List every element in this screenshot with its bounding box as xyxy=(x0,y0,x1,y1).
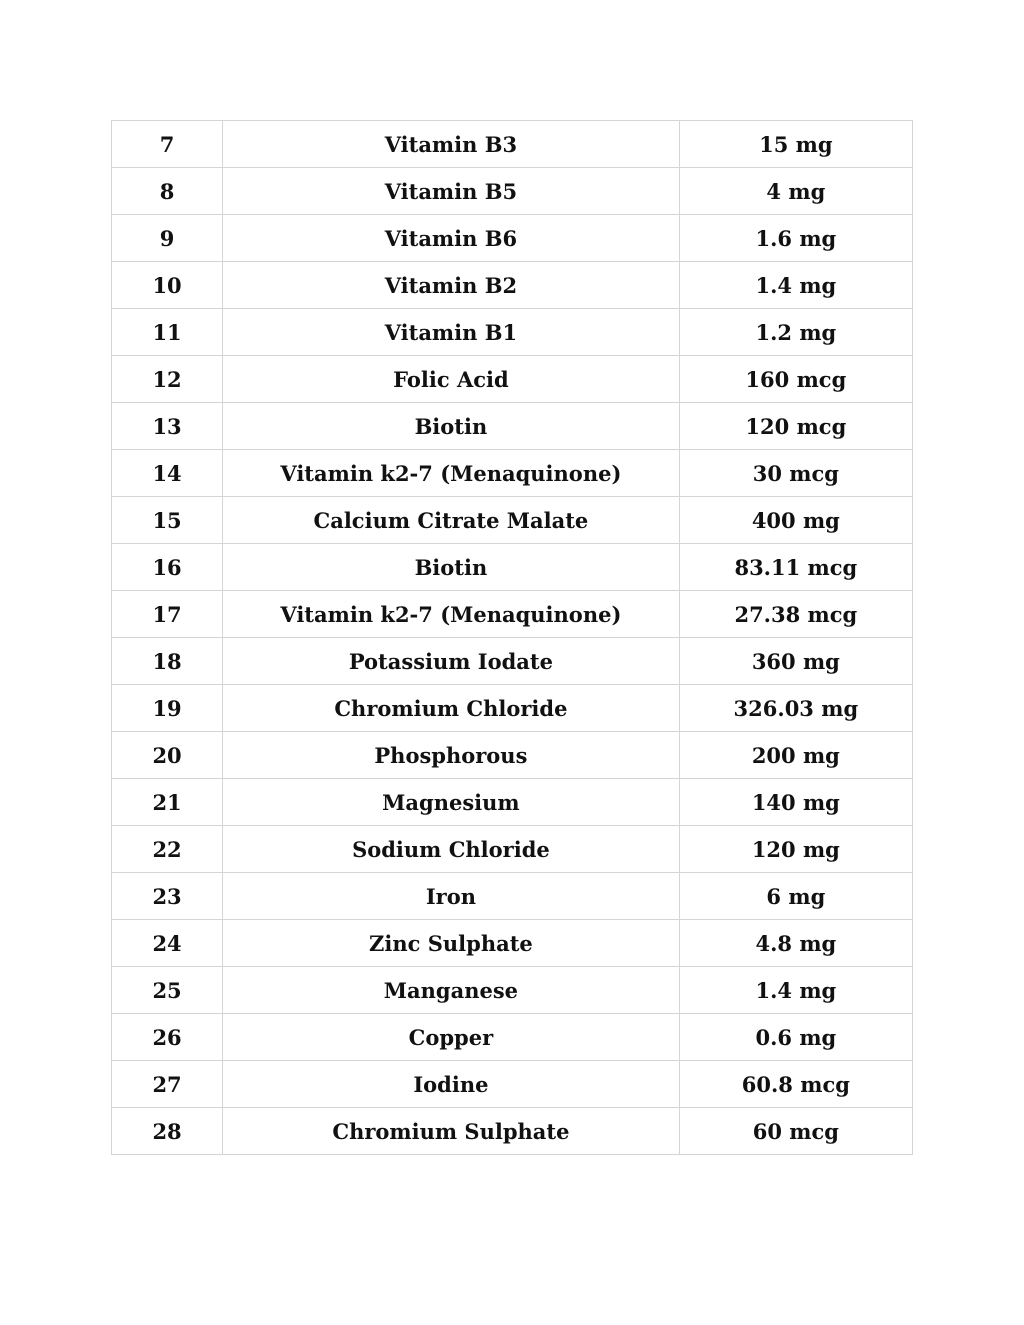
nutrient-amount-cell: 6 mg xyxy=(679,873,912,920)
row-number-cell: 24 xyxy=(112,920,223,967)
row-number-cell: 13 xyxy=(112,403,223,450)
table-row xyxy=(112,1108,913,1155)
nutrient-amount-cell: 1.6 mg xyxy=(679,215,912,262)
nutrient-name-cell: Chromium Sulphate xyxy=(223,1108,680,1155)
nutrient-amount-cell: 160 mcg xyxy=(679,356,912,403)
table-row xyxy=(112,1014,913,1061)
nutrient-name-cell: Biotin xyxy=(223,544,680,591)
nutrient-amount-cell: 400 mg xyxy=(679,497,912,544)
nutrient-amount-cell: 1.4 mg xyxy=(679,262,912,309)
nutrient-amount-cell: 30 mcg xyxy=(679,450,912,497)
nutrient-name-cell: Magnesium xyxy=(223,779,680,826)
row-number-cell: 20 xyxy=(112,732,223,779)
nutrient-name-cell: Vitamin k2-7 (Menaquinone) xyxy=(223,450,680,497)
row-number-cell: 21 xyxy=(112,779,223,826)
row-number-cell: 17 xyxy=(112,591,223,638)
row-number-cell: 8 xyxy=(112,168,223,215)
table-row xyxy=(112,215,913,262)
nutrient-amount-cell: 60 mcg xyxy=(679,1108,912,1155)
nutrient-table xyxy=(111,120,913,1155)
row-number-cell: 9 xyxy=(112,215,223,262)
nutrient-amount-cell: 360 mg xyxy=(679,638,912,685)
nutrient-amount-cell: 4 mg xyxy=(679,168,912,215)
nutrient-name-cell: Vitamin B2 xyxy=(223,262,680,309)
nutrient-amount-cell: 120 mcg xyxy=(679,403,912,450)
table-row xyxy=(112,168,913,215)
nutrient-amount-cell: 120 mg xyxy=(679,826,912,873)
table-row xyxy=(112,356,913,403)
row-number-cell: 10 xyxy=(112,262,223,309)
nutrient-name-cell: Zinc Sulphate xyxy=(223,920,680,967)
table-row xyxy=(112,826,913,873)
table-row xyxy=(112,403,913,450)
row-number-cell: 27 xyxy=(112,1061,223,1108)
table-row xyxy=(112,1061,913,1108)
nutrient-name-cell: Potassium Iodate xyxy=(223,638,680,685)
nutrient-name-cell: Copper xyxy=(223,1014,680,1061)
table-row xyxy=(112,967,913,1014)
nutrient-name-cell: Vitamin B3 xyxy=(223,121,680,168)
nutrient-amount-cell: 1.2 mg xyxy=(679,309,912,356)
nutrient-name-cell: Vitamin B6 xyxy=(223,215,680,262)
nutrient-name-cell: Iron xyxy=(223,873,680,920)
nutrient-name-cell: Folic Acid xyxy=(223,356,680,403)
nutrient-amount-cell: 200 mg xyxy=(679,732,912,779)
nutrient-amount-cell: 1.4 mg xyxy=(679,967,912,1014)
row-number-cell: 11 xyxy=(112,309,223,356)
nutrient-amount-cell: 15 mg xyxy=(679,121,912,168)
row-number-cell: 26 xyxy=(112,1014,223,1061)
table-row xyxy=(112,121,913,168)
nutrient-name-cell: Vitamin k2-7 (Menaquinone) xyxy=(223,591,680,638)
table-row xyxy=(112,450,913,497)
nutrient-name-cell: Vitamin B1 xyxy=(223,309,680,356)
nutrient-name-cell: Chromium Chloride xyxy=(223,685,680,732)
table-row xyxy=(112,262,913,309)
nutrient-amount-cell: 4.8 mg xyxy=(679,920,912,967)
nutrient-amount-cell: 140 mg xyxy=(679,779,912,826)
table-row xyxy=(112,873,913,920)
nutrient-amount-cell: 0.6 mg xyxy=(679,1014,912,1061)
nutrient-name-cell: Phosphorous xyxy=(223,732,680,779)
table-row xyxy=(112,544,913,591)
nutrient-name-cell: Iodine xyxy=(223,1061,680,1108)
nutrient-name-cell: Biotin xyxy=(223,403,680,450)
row-number-cell: 16 xyxy=(112,544,223,591)
row-number-cell: 15 xyxy=(112,497,223,544)
table-row xyxy=(112,920,913,967)
table-row xyxy=(112,732,913,779)
nutrient-amount-cell: 83.11 mcg xyxy=(679,544,912,591)
row-number-cell: 22 xyxy=(112,826,223,873)
table-row xyxy=(112,309,913,356)
nutrient-table-body xyxy=(112,121,913,1155)
row-number-cell: 7 xyxy=(112,121,223,168)
row-number-cell: 14 xyxy=(112,450,223,497)
table-row xyxy=(112,638,913,685)
row-number-cell: 28 xyxy=(112,1108,223,1155)
row-number-cell: 12 xyxy=(112,356,223,403)
table-row xyxy=(112,591,913,638)
nutrient-amount-cell: 27.38 mcg xyxy=(679,591,912,638)
table-row xyxy=(112,685,913,732)
row-number-cell: 18 xyxy=(112,638,223,685)
nutrient-amount-cell: 326.03 mg xyxy=(679,685,912,732)
row-number-cell: 19 xyxy=(112,685,223,732)
row-number-cell: 23 xyxy=(112,873,223,920)
nutrient-name-cell: Sodium Chloride xyxy=(223,826,680,873)
row-number-cell: 25 xyxy=(112,967,223,1014)
nutrient-name-cell: Calcium Citrate Malate xyxy=(223,497,680,544)
table-row xyxy=(112,497,913,544)
nutrient-amount-cell: 60.8 mcg xyxy=(679,1061,912,1108)
table-row xyxy=(112,779,913,826)
nutrient-name-cell: Vitamin B5 xyxy=(223,168,680,215)
nutrient-name-cell: Manganese xyxy=(223,967,680,1014)
